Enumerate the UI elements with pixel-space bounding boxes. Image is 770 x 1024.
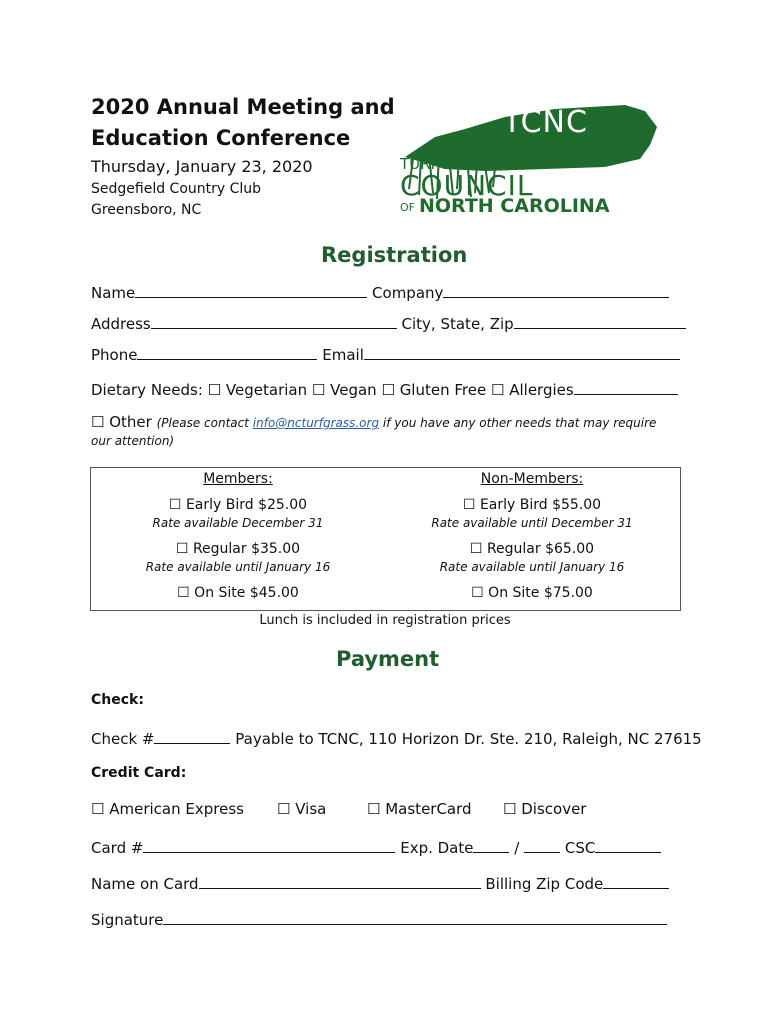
check-heading: Check: bbox=[91, 692, 144, 708]
check-number-label: Check # bbox=[91, 730, 155, 748]
check-row bbox=[91, 729, 702, 748]
address-row bbox=[91, 314, 686, 333]
city-state-zip-field[interactable] bbox=[514, 314, 686, 329]
address-field[interactable] bbox=[151, 314, 397, 329]
name-on-card-row bbox=[91, 874, 669, 893]
vegetarian-checkbox[interactable]: ☐ bbox=[207, 381, 222, 399]
vegetarian-label: Vegetarian bbox=[225, 381, 308, 399]
other-note-pre: (Please contact bbox=[156, 416, 253, 430]
payable-text: Payable to TCNC, 110 Horizon Dr. Ste. 210, Raleigh, NC 27615 bbox=[235, 730, 702, 748]
event-title-line1: 2020 Annual Meeting and bbox=[91, 95, 395, 119]
logo-north-carolina: NORTH CAROLINA bbox=[419, 195, 610, 217]
name-on-card-field[interactable] bbox=[199, 874, 481, 889]
name-on-card-label: Name on Card bbox=[91, 875, 199, 893]
allergies-checkbox[interactable]: ☐ bbox=[490, 381, 505, 399]
members-regular-option[interactable]: ☐ Regular $35.00 bbox=[175, 541, 301, 557]
signature-label: Signature bbox=[91, 911, 164, 929]
other-checkbox[interactable]: ☐ bbox=[91, 413, 105, 431]
nonmembers-regular-note: Rate available until January 16 bbox=[439, 560, 625, 574]
event-venue: Sedgefield Country Club bbox=[91, 181, 262, 197]
nonmembers-regular-option[interactable]: ☐ Regular $65.00 bbox=[469, 541, 595, 557]
members-early-bird-note: Rate available December 31 bbox=[152, 516, 324, 530]
nonmembers-header: Non-Members: bbox=[480, 471, 584, 487]
exp-slash: / bbox=[514, 839, 520, 857]
nonmembers-early-bird-option[interactable]: ☐ Early Bird $55.00 bbox=[462, 497, 602, 513]
email-field[interactable] bbox=[364, 345, 680, 360]
logo-abbr: TCNC bbox=[503, 105, 588, 140]
billing-zip-field[interactable] bbox=[603, 874, 669, 889]
credit-card-heading: Credit Card: bbox=[91, 765, 187, 781]
gluten-free-label: Gluten Free bbox=[399, 381, 487, 399]
other-label: Other bbox=[109, 413, 152, 431]
signature-row bbox=[91, 910, 667, 929]
registration-heading: Registration bbox=[321, 243, 468, 267]
exp-date-label: Exp. Date bbox=[400, 839, 474, 857]
logo-council: COUNCIL bbox=[400, 169, 534, 202]
payment-heading: Payment bbox=[336, 647, 440, 671]
name-company-row bbox=[91, 283, 669, 302]
vegan-label: Vegan bbox=[330, 381, 377, 399]
vegan-checkbox[interactable]: ☐ bbox=[311, 381, 326, 399]
email-label: Email bbox=[322, 346, 364, 364]
pricing-table bbox=[90, 467, 681, 611]
name-field[interactable] bbox=[135, 283, 367, 298]
company-label: Company bbox=[372, 284, 444, 302]
event-date: Thursday, January 23, 2020 bbox=[91, 157, 313, 176]
allergies-label: Allergies bbox=[509, 381, 574, 399]
address-label: Address bbox=[91, 315, 151, 333]
csc-label: CSC bbox=[564, 839, 596, 857]
city-state-zip-label: City, State, Zip bbox=[401, 315, 514, 333]
tcnc-logo bbox=[395, 97, 665, 227]
exp-year-field[interactable] bbox=[524, 838, 560, 853]
card-type-mastercard[interactable]: ☐ MasterCard bbox=[367, 800, 472, 818]
allergies-field[interactable] bbox=[574, 380, 678, 395]
card-number-row bbox=[91, 838, 661, 857]
card-type-discover[interactable]: ☐ Discover bbox=[503, 800, 587, 818]
event-city: Greensboro, NC bbox=[91, 202, 202, 218]
logo-of: OF bbox=[400, 201, 415, 214]
exp-month-field[interactable] bbox=[473, 838, 509, 853]
csc-field[interactable] bbox=[595, 838, 661, 853]
other-note-line2: our attention) bbox=[91, 434, 175, 448]
signature-field[interactable] bbox=[163, 910, 667, 925]
nonmembers-early-bird-note: Rate available until December 31 bbox=[431, 516, 633, 530]
other-row bbox=[91, 413, 656, 431]
company-field[interactable] bbox=[443, 283, 669, 298]
members-regular-note: Rate available until January 16 bbox=[145, 560, 331, 574]
members-early-bird-option[interactable]: ☐ Early Bird $25.00 bbox=[168, 497, 308, 513]
name-label: Name bbox=[91, 284, 136, 302]
logo-turfgrass: TURFGRASS bbox=[400, 155, 490, 173]
phone-field[interactable] bbox=[137, 345, 317, 360]
card-number-label: Card # bbox=[91, 839, 144, 857]
members-header: Members: bbox=[203, 471, 273, 487]
contact-email-link[interactable]: info@ncturfgrass.org bbox=[252, 416, 380, 430]
billing-zip-label: Billing Zip Code bbox=[485, 875, 604, 893]
card-type-visa[interactable]: ☐ Visa bbox=[277, 800, 327, 818]
dietary-label: Dietary Needs: bbox=[91, 381, 203, 399]
phone-email-row bbox=[91, 345, 680, 364]
gluten-free-checkbox[interactable]: ☐ bbox=[381, 381, 395, 399]
lunch-note: Lunch is included in registration prices bbox=[259, 613, 511, 628]
check-number-field[interactable] bbox=[154, 729, 230, 744]
members-on-site-option[interactable]: ☐ On Site $45.00 bbox=[177, 585, 299, 601]
other-note-post: if you have any other needs that may require bbox=[379, 416, 657, 430]
dietary-row bbox=[91, 380, 678, 399]
card-number-field[interactable] bbox=[143, 838, 395, 853]
phone-label: Phone bbox=[91, 346, 138, 364]
card-type-american-express[interactable]: ☐ American Express bbox=[91, 800, 244, 818]
nonmembers-on-site-option[interactable]: ☐ On Site $75.00 bbox=[471, 585, 593, 601]
event-title-line2: Education Conference bbox=[91, 126, 351, 150]
